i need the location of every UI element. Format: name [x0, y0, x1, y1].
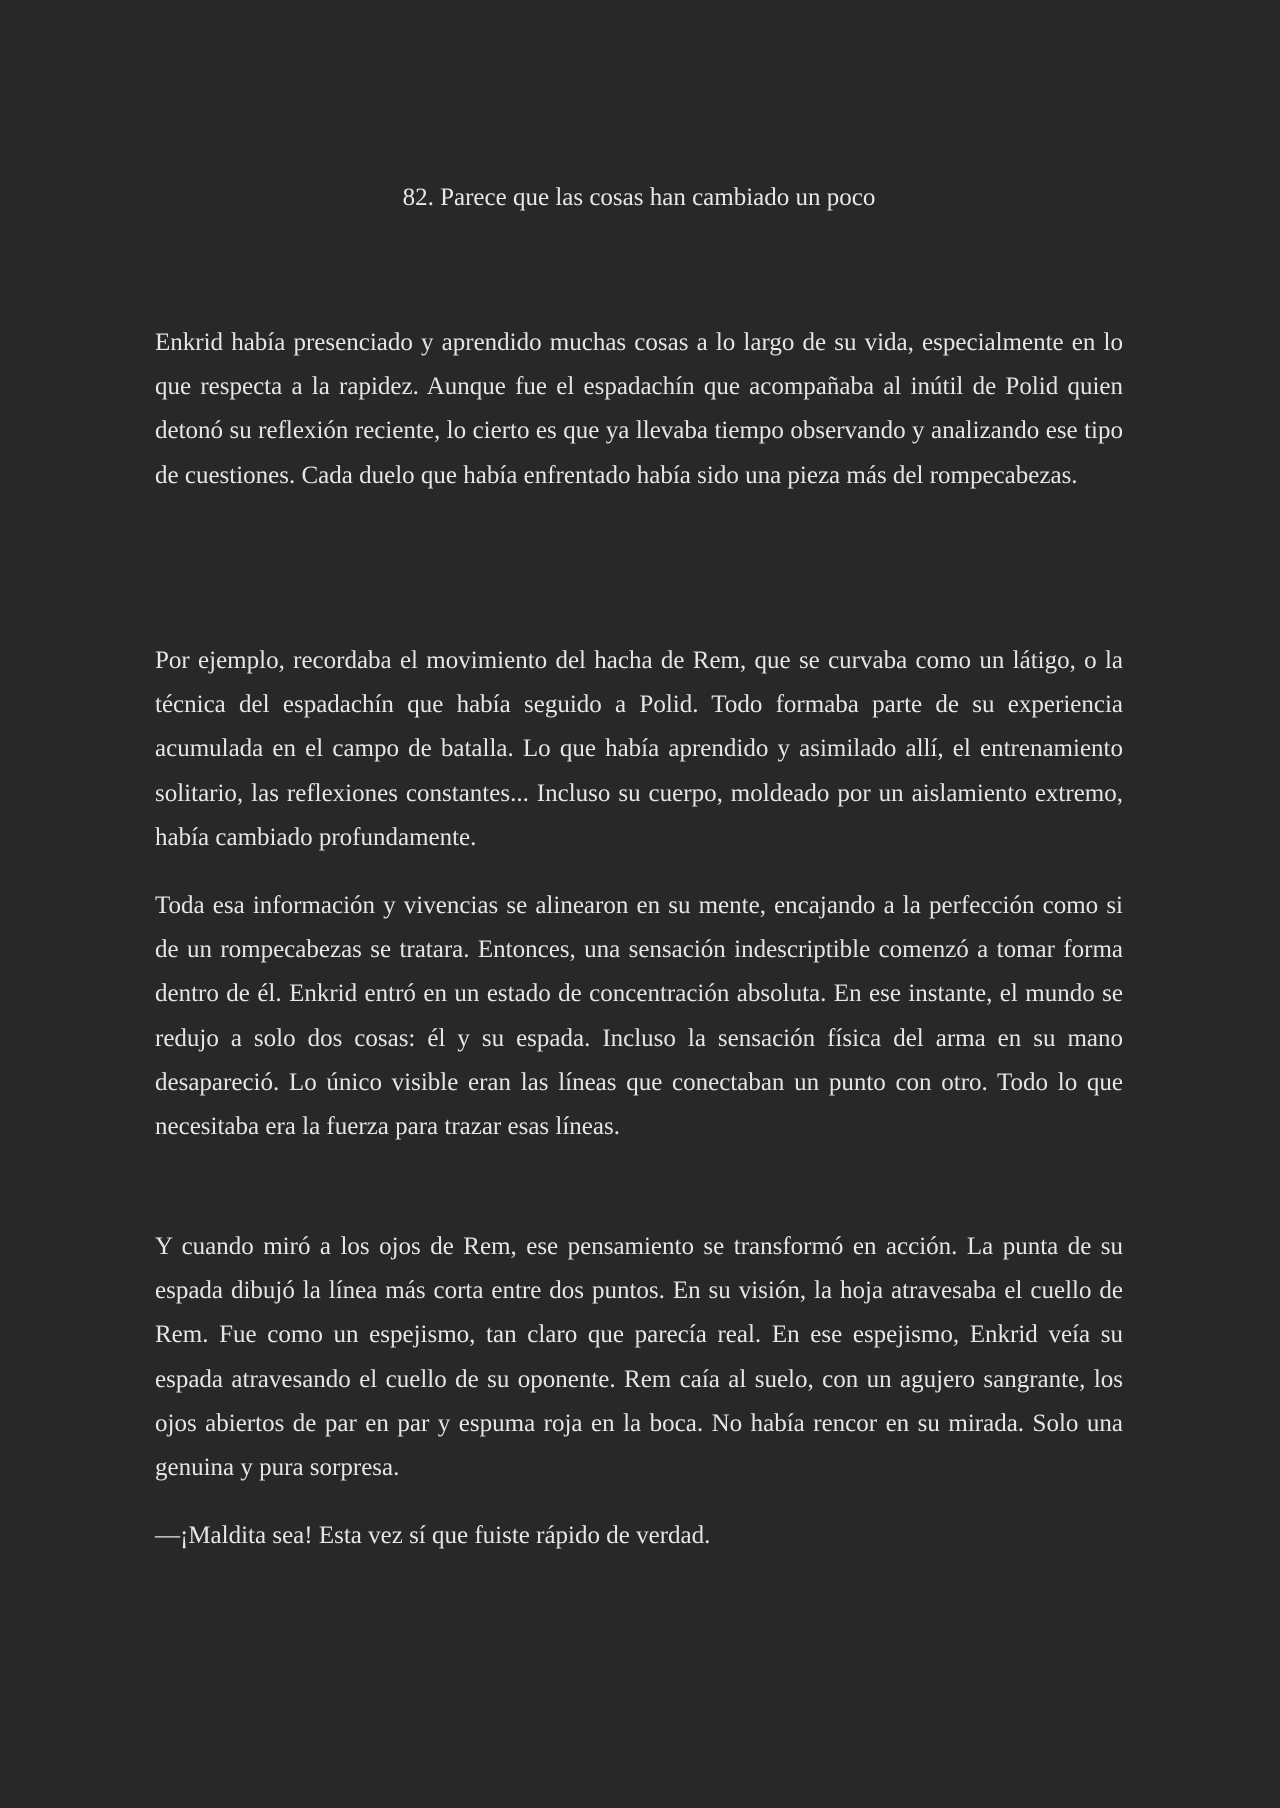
reader-page: [155, 0, 1123, 1808]
dialogue-line: —¡Maldita sea! Esta vez sí que fuiste rápido de verdad.: [155, 1522, 711, 1549]
paragraph-4: Y cuando miró a los ojos de Rem, ese pensamiento se transformó en acción. La punta de su espada dibujó la línea más corta entre dos puntos. En su visión, la hoja atravesaba el cuello de Rem. Fue como un espejismo, tan claro que parecía real. En ese espejismo, Enkrid veía su espada atravesando el cuello de su oponente. Rem caía al suelo, con un agujero sangrante, los ojos abiertos de par en par y espuma roja en la boca. No había rencor en su mirada. Solo una genuina y pura sorpresa.: [155, 1233, 1123, 1482]
paragraph-3: Toda esa información y vivencias se alinearon en su mente, encajando a la perfección como si de un rompecabezas se tratara. Entonces, una sensación indescriptible comenzó a tomar forma dentro de él. Enkrid entró en un estado de concentración absoluta. En ese instante, el mundo se redujo a solo dos cosas: él y su espada. Incluso la sensación física del arma en su mano desapareció. Lo único visible eran las líneas que conectaban un punto con otro. Todo lo que necesitaba era la fuerza para trazar esas líneas.: [155, 892, 1123, 1141]
paragraph-1: Enkrid había presenciado y aprendido muchas cosas a lo largo de su vida, especialmente en lo que respecta a la rapidez. Aunque fue el espadachín que acompañaba al inútil de Polid quien detonó su reflexión reciente, lo cierto es que ya llevaba tiempo observando y analizando ese tipo de cuestiones. Cada duelo que había enfrentado había sido una pieza más del rompecabezas.: [155, 329, 1123, 489]
chapter-title: 82. Parece que las cosas han cambiado un poco: [402, 184, 876, 211]
paragraph-2: Por ejemplo, recordaba el movimiento del hacha de Rem, que se curvaba como un látigo, o la técnica del espadachín que había seguido a Polid. Todo formaba parte de su experiencia acumulada en el campo de batalla. Lo que había aprendido y asimilado allí, el entrenamiento solitario, las reflexiones constantes... Incluso su cuerpo, moldeado por un aislamiento extremo, había cambiado profundamente.: [155, 647, 1123, 851]
